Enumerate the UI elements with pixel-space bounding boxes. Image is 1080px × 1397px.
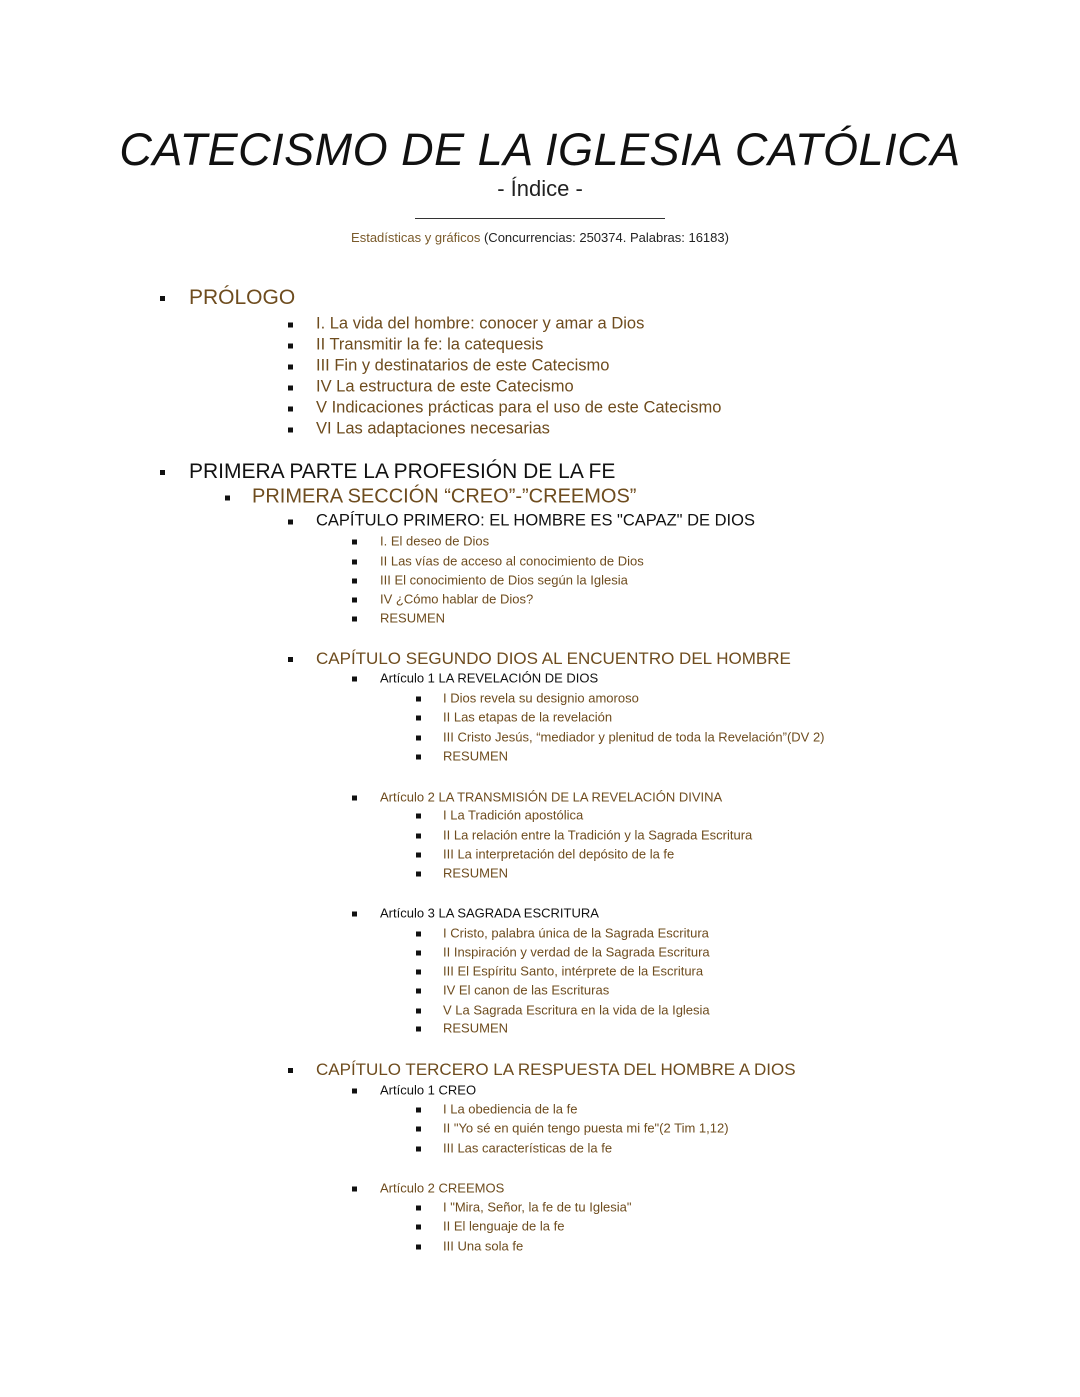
- toc-item: [443, 1141, 612, 1156]
- toc-link[interactable]: RESUMEN: [443, 748, 509, 764]
- bullet-icon: [352, 1088, 357, 1093]
- bullet-icon: [288, 1068, 293, 1073]
- toc-item: [443, 1121, 729, 1136]
- bullet-icon: [288, 657, 293, 662]
- toc-link[interactable]: IV ¿Cómo hablar de Dios?: [380, 591, 534, 607]
- toc-link[interactable]: II "Yo sé en quién tengo puesta mi fe"(2 Tim 1,12): [443, 1120, 729, 1136]
- bullet-icon: [352, 539, 357, 544]
- toc-link[interactable]: IV El canon de las Escrituras: [443, 982, 610, 998]
- toc-link[interactable]: CAPÍTULO TERCERO LA RESPUESTA DEL HOMBRE A DIOS: [316, 1060, 796, 1079]
- toc-link[interactable]: I Cristo, palabra única de la Sagrada Escritura: [443, 925, 709, 941]
- toc-link[interactable]: IV La estructura de este Catecismo: [316, 377, 574, 396]
- toc-item: [380, 534, 489, 549]
- bullet-icon: [416, 696, 421, 701]
- toc-link[interactable]: I Dios revela su designio amoroso: [443, 690, 639, 706]
- bullet-icon: [288, 364, 293, 369]
- bullet-icon: [416, 715, 421, 720]
- bullet-icon: [416, 969, 421, 974]
- bullet-icon: [416, 852, 421, 857]
- bullet-icon: [352, 676, 357, 681]
- toc-item: [380, 1181, 504, 1196]
- toc-link[interactable]: II Inspiración y verdad de la Sagrada Escritura: [443, 944, 710, 960]
- toc-heading: PRIMERA PARTE LA PROFESIÓN DE LA FE: [189, 460, 616, 483]
- toc-item: [380, 611, 445, 626]
- bullet-icon: [352, 578, 357, 583]
- toc-link[interactable]: I La obediencia de la fe: [443, 1101, 578, 1117]
- bullet-icon: [288, 322, 293, 327]
- toc-item: [189, 286, 295, 310]
- page-subtitle: - Índice -: [497, 176, 583, 201]
- toc-link[interactable]: VI Las adaptaciones necesarias: [316, 419, 550, 438]
- toc-item: [443, 691, 639, 706]
- bullet-icon: [416, 813, 421, 818]
- toc-item: [316, 649, 791, 669]
- bullet-icon: [416, 988, 421, 993]
- toc-heading: Artículo 3 LA SAGRADA ESCRITURA: [380, 905, 599, 921]
- stats-text: (Concurrencias: 250374. Palabras: 16183): [480, 230, 729, 245]
- toc-link[interactable]: III Una sola fe: [443, 1238, 524, 1254]
- toc-link[interactable]: III La interpretación del depósito de la fe: [443, 846, 675, 862]
- toc-item: [316, 315, 644, 334]
- page-title: CATECISMO DE LA IGLESIA CATÓLICA: [119, 124, 961, 175]
- bullet-icon: [288, 343, 293, 348]
- toc-item: [316, 420, 550, 439]
- bullet-icon: [416, 871, 421, 876]
- toc-item: [380, 790, 722, 805]
- bullet-icon: [416, 735, 421, 740]
- bullet-icon: [416, 1026, 421, 1031]
- bullet-icon: [352, 911, 357, 916]
- toc-link[interactable]: V La Sagrada Escritura en la vida de la Iglesia: [443, 1002, 710, 1018]
- toc-link[interactable]: I. La vida del hombre: conocer y amar a Dios: [316, 314, 645, 333]
- toc-heading: Artículo 1 LA REVELACIÓN DE DIOS: [380, 670, 599, 686]
- bullet-icon: [288, 427, 293, 432]
- toc-item: [189, 460, 615, 484]
- bullet-icon: [416, 1008, 421, 1013]
- toc-item: [443, 964, 703, 979]
- toc-item: [380, 671, 598, 686]
- divider: [415, 218, 665, 219]
- bullet-icon: [225, 495, 230, 500]
- bullet-icon: [160, 470, 165, 475]
- toc-item: [316, 512, 755, 531]
- toc-item: [316, 378, 574, 397]
- bullet-icon: [352, 597, 357, 602]
- toc-link[interactable]: RESUMEN: [443, 865, 509, 881]
- toc-link[interactable]: II La relación entre la Tradición y la Sagrada Escritura: [443, 827, 753, 843]
- stats-line: [0, 230, 1080, 245]
- bullet-icon: [288, 519, 293, 524]
- toc-link[interactable]: III El conocimiento de Dios según la Iglesia: [380, 572, 628, 588]
- toc-item: [443, 1102, 577, 1117]
- bullet-icon: [416, 1244, 421, 1249]
- toc-link[interactable]: I La Tradición apostólica: [443, 807, 584, 823]
- toc-link[interactable]: V Indicaciones prácticas para el uso de este Catecismo: [316, 398, 722, 417]
- toc-item: [443, 808, 583, 823]
- toc-item: [443, 983, 609, 998]
- toc-link[interactable]: Artículo 2 CREEMOS: [380, 1180, 505, 1196]
- toc-item: [443, 1200, 631, 1215]
- toc-link[interactable]: RESUMEN: [380, 610, 446, 626]
- bullet-icon: [416, 754, 421, 759]
- toc-link[interactable]: III Cristo Jesús, “mediador y plenitud de toda la Revelación”(DV 2): [443, 729, 825, 745]
- toc-item: [443, 1021, 508, 1036]
- toc-item: [316, 1060, 796, 1080]
- toc-link[interactable]: I. El deseo de Dios: [380, 533, 490, 549]
- bullet-icon: [416, 1205, 421, 1210]
- toc-link[interactable]: Artículo 2 LA TRANSMISIÓN DE LA REVELACIÓN DIVINA: [380, 789, 723, 805]
- toc-item: [380, 906, 599, 921]
- toc-item: [443, 1003, 710, 1018]
- toc-item: [252, 486, 636, 509]
- stats-link[interactable]: Estadísticas y gráficos: [351, 230, 481, 245]
- bullet-icon: [416, 931, 421, 936]
- toc-item: [316, 336, 543, 355]
- bullet-icon: [288, 385, 293, 390]
- bullet-icon: [288, 406, 293, 411]
- bullet-icon: [416, 1126, 421, 1131]
- bullet-icon: [416, 1107, 421, 1112]
- toc-item: [443, 730, 825, 745]
- bullet-icon: [352, 795, 357, 800]
- toc-heading: CAPÍTULO PRIMERO: EL HOMBRE ES "CAPAZ" DE DIOS: [316, 511, 755, 530]
- toc-item: [380, 573, 628, 588]
- toc-item: [443, 828, 752, 843]
- toc-item: [443, 945, 710, 960]
- bullet-icon: [416, 1224, 421, 1229]
- toc-item: [316, 357, 609, 376]
- toc-heading: Artículo 1 CREO: [380, 1082, 477, 1098]
- toc-item: [316, 399, 721, 418]
- toc-link[interactable]: II Las vías de acceso al conocimiento de Dios: [380, 553, 644, 569]
- toc-item: [443, 749, 508, 764]
- toc-item: [443, 866, 508, 881]
- toc-link[interactable]: III Las características de la fe: [443, 1140, 613, 1156]
- bullet-icon: [352, 616, 357, 621]
- toc-item: [380, 592, 533, 607]
- toc-item: [443, 1239, 523, 1254]
- toc-link[interactable]: II Transmitir la fe: la catequesis: [316, 335, 544, 354]
- bullet-icon: [160, 296, 165, 301]
- toc-link[interactable]: PRÓLOGO: [189, 286, 296, 309]
- toc-item: [443, 926, 709, 941]
- toc-link[interactable]: III El Espíritu Santo, intérprete de la Escritura: [443, 963, 704, 979]
- toc-item: [443, 710, 612, 725]
- bullet-icon: [352, 1186, 357, 1191]
- toc-link[interactable]: PRIMERA SECCIÓN “CREO”-”CREEMOS”: [252, 485, 637, 508]
- toc-link[interactable]: I "Mira, Señor, la fe de tu Iglesia": [443, 1199, 632, 1215]
- toc-link[interactable]: III Fin y destinatarios de este Catecismo: [316, 356, 610, 375]
- toc-item: [443, 847, 674, 862]
- bullet-icon: [416, 1146, 421, 1151]
- toc-link[interactable]: RESUMEN: [443, 1020, 509, 1036]
- toc-link[interactable]: CAPÍTULO SEGUNDO DIOS AL ENCUENTRO DEL HOMBRE: [316, 649, 791, 668]
- bullet-icon: [416, 950, 421, 955]
- toc-link[interactable]: II Las etapas de la revelación: [443, 709, 613, 725]
- toc-link[interactable]: II El lenguaje de la fe: [443, 1218, 565, 1234]
- bullet-icon: [416, 833, 421, 838]
- toc-item: [380, 1083, 476, 1098]
- bullet-icon: [352, 559, 357, 564]
- toc-item: [380, 554, 644, 569]
- toc-item: [443, 1219, 564, 1234]
